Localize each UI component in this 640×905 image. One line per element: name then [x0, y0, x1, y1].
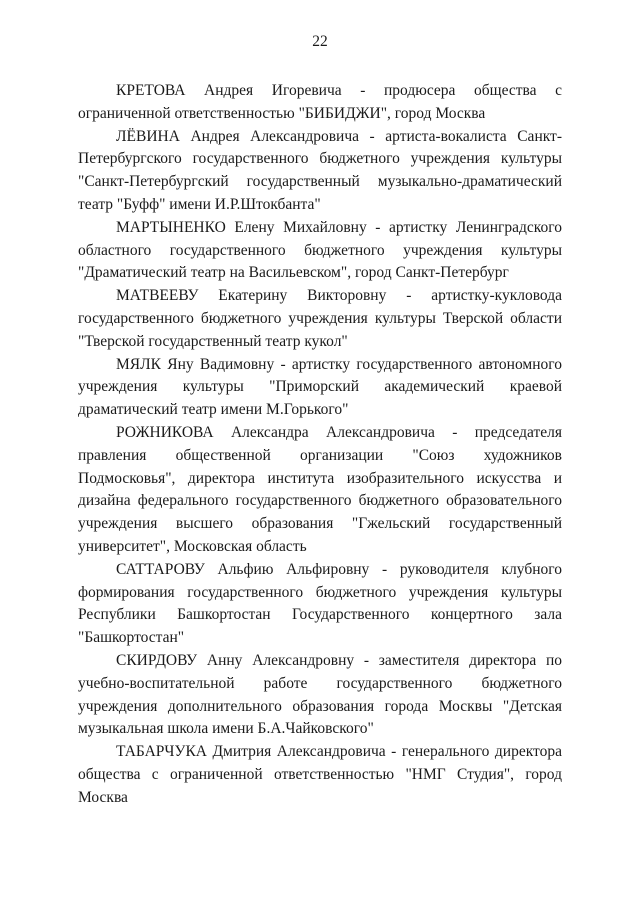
entry-sattarova: САТТАРОВУ Альфию Альфировну - руководителя клубного формирования государственного бюджетного учреждения культуры Республики Башкортостан Государственного концертного зала "Башкортостан"	[78, 560, 562, 647]
entry-tabarchuk: ТАБАРЧУКА Дмитрия Александровича - генерального директора общества с ограниченной ответственностью "НМГ Студия", город Москва	[78, 743, 562, 806]
entry-martynenko: МАРТЫНЕНКО Елену Михайловну - артистку Ленинградского областного государственного бюджетного учреждения культуры "Драматический театр на Васильевском", город Санкт-Петербург	[78, 218, 562, 282]
entry-kretov: КРЕТОВА Андрея Игоревича - продюсера общества с ограниченной ответственностью "БИБИДЖИ", город Москва	[78, 82, 562, 122]
entry-rozhnikov: РОЖНИКОВА Александра Александровича - председателя правления общественной организации "Союз художников Подмосковья", директора института изобразительного искусства и дизайна федерального государственного бюджетного образовательного учреждения высшего образования "Гжельский государственный университет", Московская область	[78, 423, 562, 555]
entry-levin: ЛЁВИНА Андрея Александровича - артиста-вокалиста Санкт-Петербургского государственного бюджетного учреждения культуры "Санкт-Петербургский государственный музыкально-драматический театр "Буфф" имени И.Р.Штокбанта"	[78, 127, 562, 213]
document-body	[78, 80, 562, 810]
entry-matveeva: МАТВЕЕВУ Екатерину Викторовну - артистку-кукловода государственного бюджетного учреждения культуры Тверской области "Тверской государственный театр кукол"	[78, 287, 562, 350]
entry-skirdova: СКИРДОВУ Анну Александровну - заместителя директора по учебно-воспитательной работе государственного бюджетного учреждения дополнительного образования города Москвы "Детская музыкальная школа имени Б.А.Чайковского"	[78, 651, 562, 738]
page-number: 22	[312, 33, 328, 50]
entry-myalk: МЯЛК Яну Вадимовну - артистку государственного автономного учреждения культуры "Приморский академический краевой драматический театр имени М.Горького"	[78, 355, 562, 419]
